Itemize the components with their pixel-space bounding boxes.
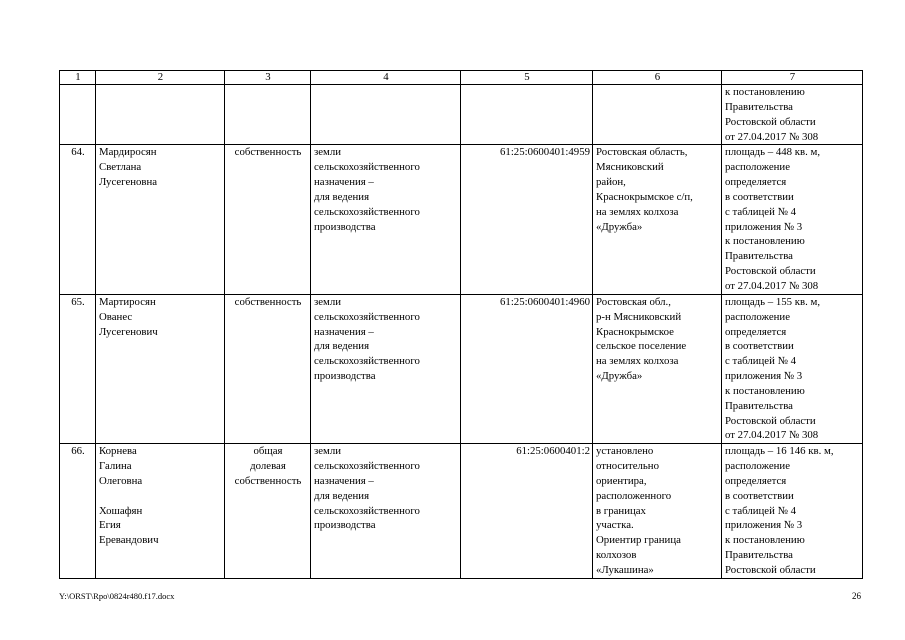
address: Ростовская область, Мясниковский район, Краснокрымское с/п, на землях колхоза «Дружба»	[593, 145, 722, 294]
row-number	[60, 85, 96, 145]
table-row	[60, 294, 863, 443]
cadastral-number: 61:25:0600401:4959	[461, 145, 593, 294]
address: Ростовская обл., р-н Мясниковский Краснокрымское сельское поселение на землях колхоза «Дружба»	[593, 294, 722, 443]
address: установлено относительно ориентира, расположенного в границах участка. Ориентир граница колхозов «Лукашина»	[593, 444, 722, 579]
owner-name	[96, 85, 225, 145]
table-header-row	[60, 71, 863, 85]
cadastral-number: 61:25:0600401:2	[461, 444, 593, 579]
owner-name: Корнева Галина Олеговна Хошафян Егия Еревандович	[96, 444, 225, 579]
cadastral-number	[461, 85, 593, 145]
column-header: 1	[60, 71, 96, 85]
ownership-type: собственность	[225, 145, 311, 294]
row-number: 64.	[60, 145, 96, 294]
owner-name: Мартиросян Ованес Лусегенович	[96, 294, 225, 443]
row-number: 66.	[60, 444, 96, 579]
row-number: 65.	[60, 294, 96, 443]
column-header: 6	[593, 71, 722, 85]
ownership-type: собственность	[225, 294, 311, 443]
cadastral-number: 61:25:0600401:4960	[461, 294, 593, 443]
page-number: 26	[852, 591, 861, 601]
table-row	[60, 145, 863, 294]
column-header: 5	[461, 71, 593, 85]
address	[593, 85, 722, 145]
ownership-type: общая долевая собственность	[225, 444, 311, 579]
notes: площадь – 448 кв. м, расположение определяется в соответствии с таблицей № 4 приложения № 3 к постановлению Правительства Ростовской области от 27.04.2017 № 308	[722, 145, 863, 294]
notes: к постановлению Правительства Ростовской области от 27.04.2017 № 308	[722, 85, 863, 145]
column-header: 4	[311, 71, 461, 85]
column-header: 7	[722, 71, 863, 85]
owner-name: Мардиросян Светлана Лусегеновна	[96, 145, 225, 294]
table-row	[60, 444, 863, 579]
land-category: земли сельскохозяйственного назначения – для ведения сельскохозяйственного производства	[311, 145, 461, 294]
land-plots-table	[59, 70, 863, 579]
table-row-continuation	[60, 85, 863, 145]
land-category	[311, 85, 461, 145]
land-category: земли сельскохозяйственного назначения – для ведения сельскохозяйственного производства	[311, 294, 461, 443]
notes: площадь – 16 146 кв. м, расположение определяется в соответствии с таблицей № 4 приложения № 3 к постановлению Правительства Ростовской области	[722, 444, 863, 579]
land-category: земли сельскохозяйственного назначения – для ведения сельскохозяйственного производства	[311, 444, 461, 579]
column-header: 3	[225, 71, 311, 85]
ownership-type	[225, 85, 311, 145]
notes: площадь – 155 кв. м, расположение определяется в соответствии с таблицей № 4 приложения № 3 к постановлению Правительства Ростовской области от 27.04.2017 № 308	[722, 294, 863, 443]
column-header: 2	[96, 71, 225, 85]
file-path-footer: Y:\ORST\Rpo\0824r480.f17.docx	[59, 591, 175, 601]
